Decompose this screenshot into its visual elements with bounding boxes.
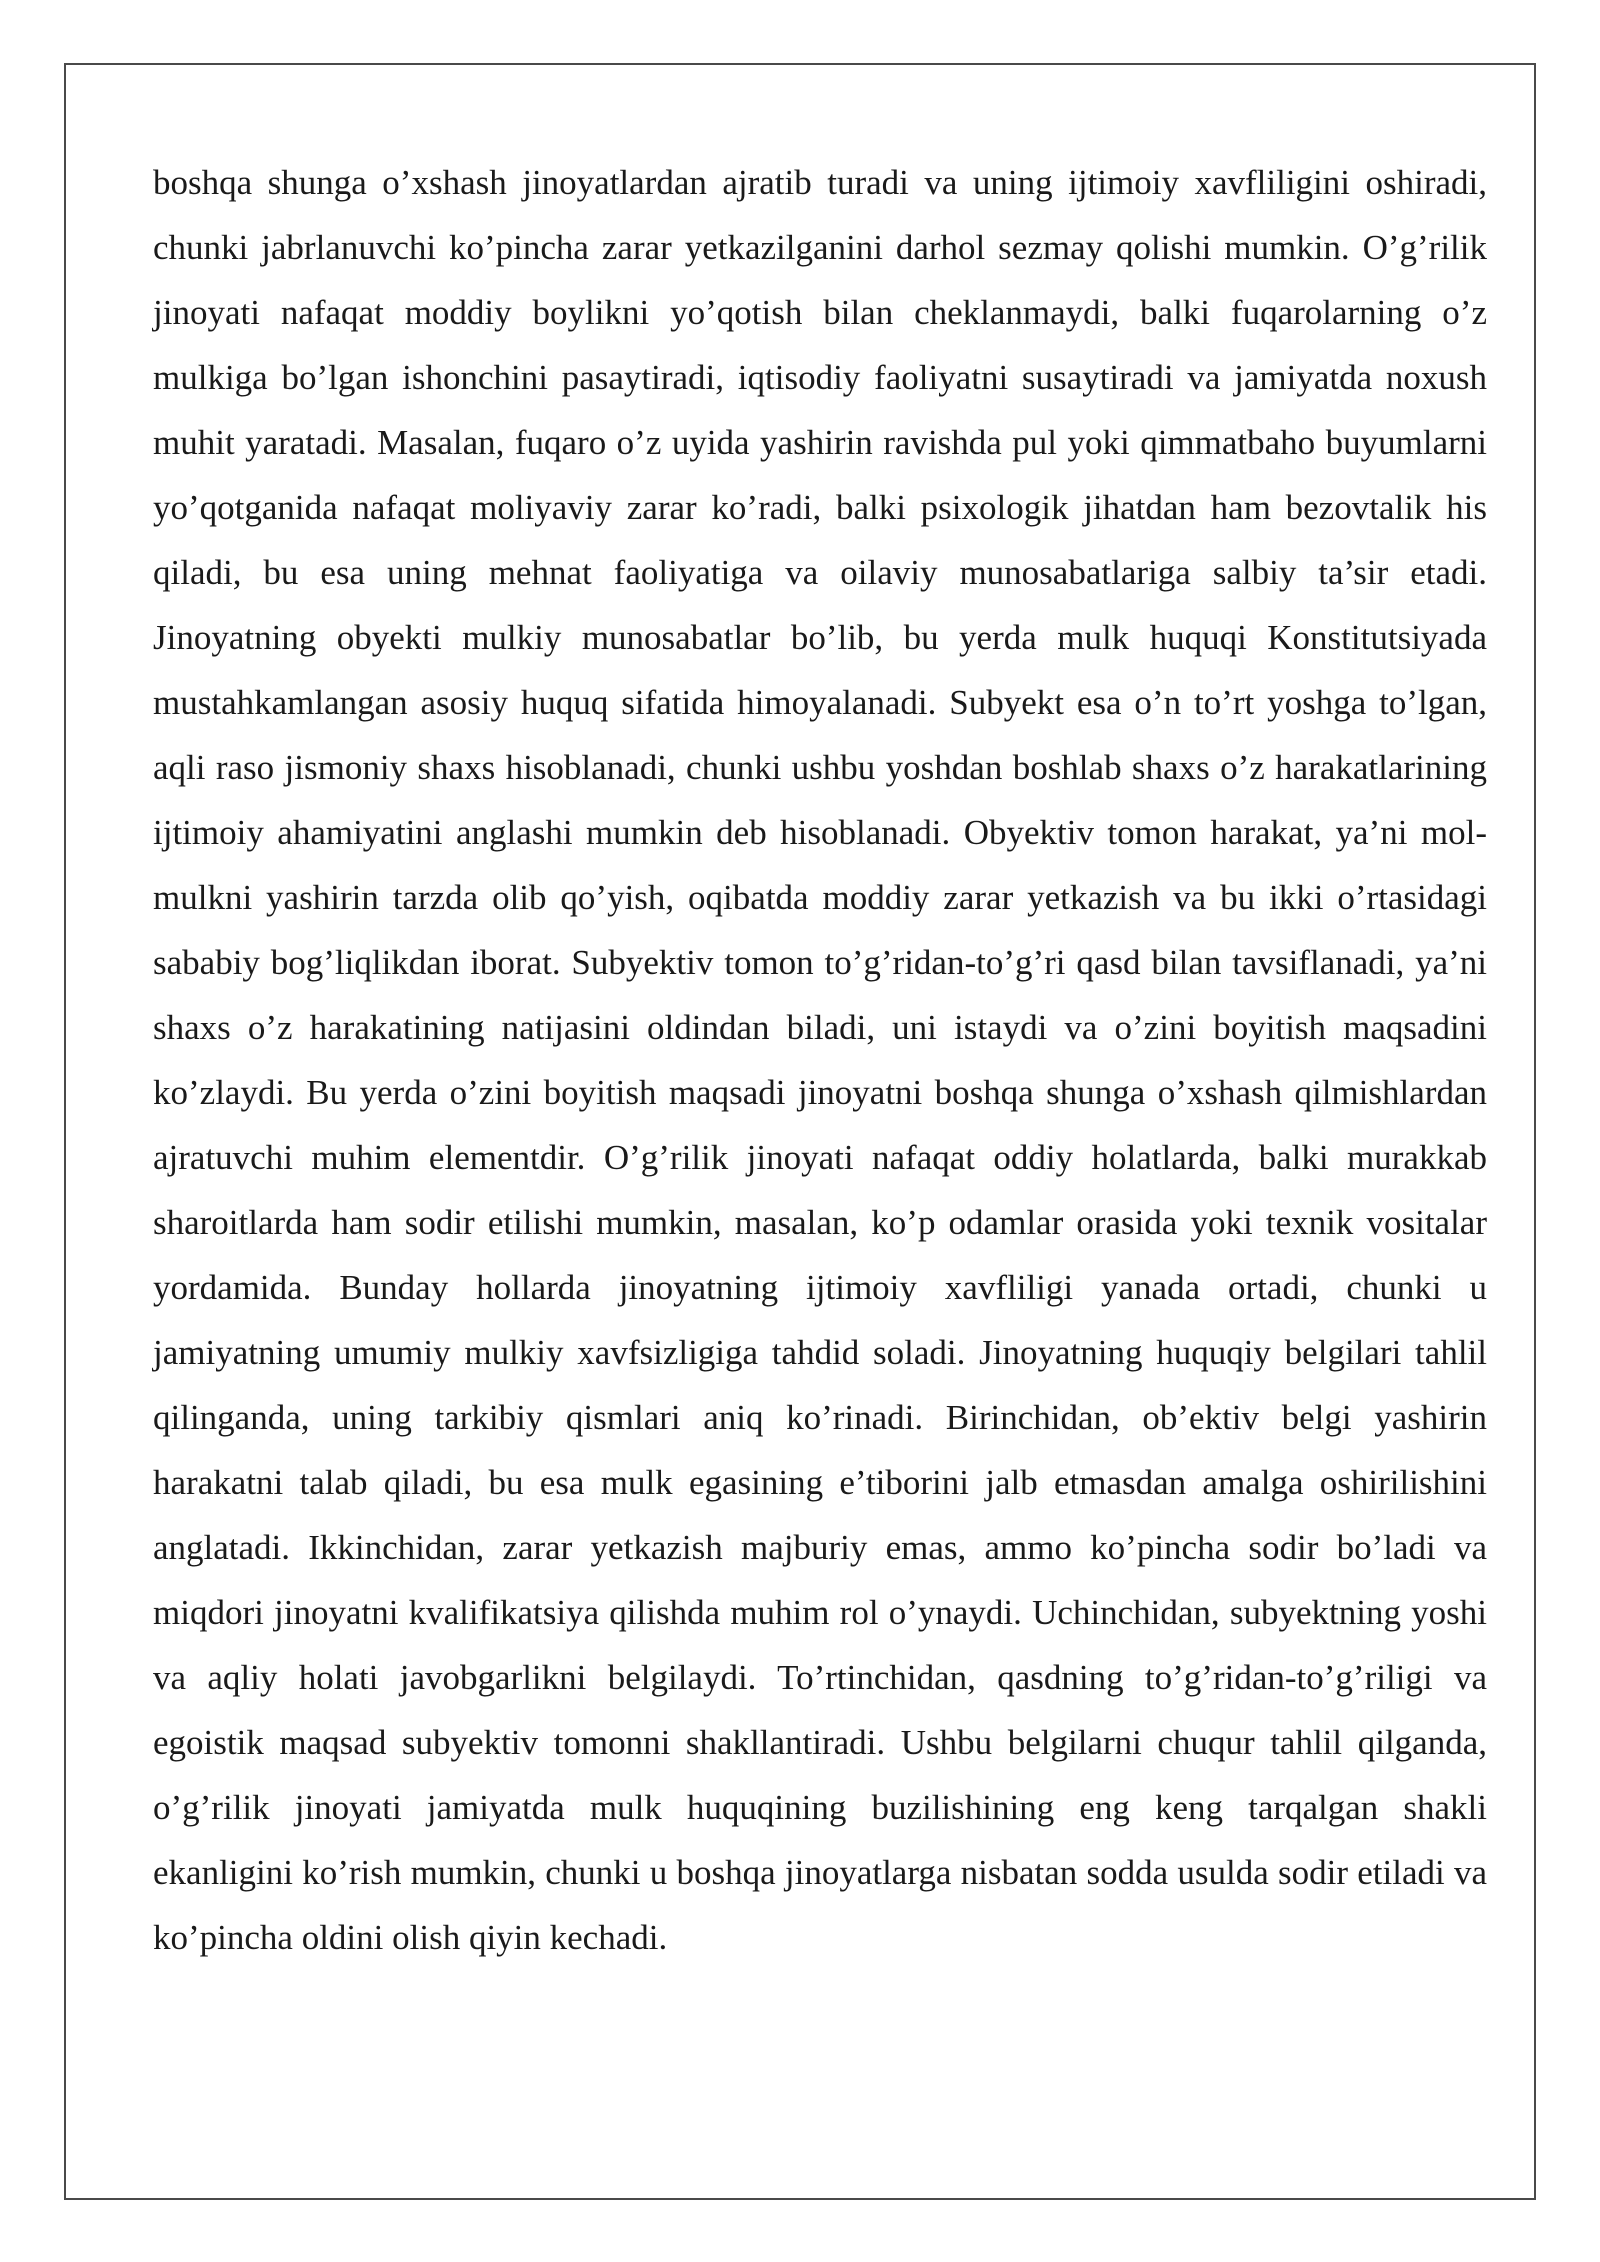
body-paragraph: boshqa shunga o’xshash jinoyatlardan ajratib turadi va uning ijtimoiy xavfliligini oshiradi, chunki jabrlanuvchi ko’pincha zarar yetkazilganini darhol sezmay qolishi mumkin. O’g’rilik jinoyati nafaqat moddiy boylikni yo’qotish bilan cheklanmaydi, balki fuqarolarning o’z mulkiga bo’lgan ishonchini pasaytiradi, iqtisodiy faoliyatni susaytiradi va jamiyatda noxush muhit yaratadi. Masalan, fuqaro o’z uyida yashirin ravishda pul yoki qimmatbaho buyumlarni yo’qotganida nafaqat moliyaviy zarar ko’radi, balki psixologik jihatdan ham bezovtalik his qiladi, bu esa uning mehnat faoliyatiga va oilaviy munosabatlariga salbiy ta’sir etadi. Jinoyatning obyekti mulkiy munosabatlar bo’lib, bu yerda mulk huquqi Konstitutsiyada mustahkamlangan asosiy huquq sifatida himoyalanadi. Subyekt esa o’n to’rt yoshga to’lgan, aqli raso jismoniy shaxs hisoblanadi, chunki ushbu yoshdan boshlab shaxs o’z harakatlarining ijtimoiy ahamiyatini anglashi mumkin deb hisoblanadi. Obyektiv tomon harakat, ya’ni mol-mulkni yashirin tarzda olib qo’yish, oqibatda moddiy zarar yetkazish va bu ikki o’rtasidagi sababiy bog’liqlikdan iborat. Subyektiv tomon to’g’ridan-to’g’ri qasd bilan tavsiflanadi, ya’ni shaxs o’z harakatining natijasini oldindan biladi, uni istaydi va o’zini boyitish maqsadini ko’zlaydi. Bu yerda o’zini boyitish maqsadi jinoyatni boshqa shunga o’xshash qilmishlardan ajratuvchi muhim elementdir. O’g’rilik jinoyati nafaqat oddiy holatlarda, balki murakkab sharoitlarda ham sodir etilishi mumkin, masalan, ko’p odamlar orasida yoki texnik vositalar yordamida. Bunday hollarda jinoyatning ijtimoiy xavfliligi yanada ortadi, chunki u jamiyatning umumiy mulkiy xavfsizligiga tahdid soladi. Jinoyatning huquqiy belgilari tahlil qilinganda, uning tarkibiy qismlari aniq ko’rinadi. Birinchidan, ob’ektiv belgi yashirin harakatni talab qiladi, bu esa mulk egasining e’tiborini jalb etmasdan amalga oshirilishini anglatadi. Ikkinchidan, zarar yetkazish majburiy emas, ammo ko’pincha sodir bo’ladi va miqdori jinoyatni kvalifikatsiya qilishda muhim rol o’ynaydi. Uchinchidan, subyektning yoshi va aqliy holati javobgarlikni belgilaydi. To’rtinchidan, qasdning to’g’ridan-to’g’riligi va egoistik maqsad subyektiv tomonni shakllantiradi. Ushbu belgilarni chuqur tahlil qilganda, o’g’rilik jinoyati jamiyatda mulk huquqining buzilishining eng keng tarqalgan shakli ekanligini ko’rish mumkin, chunki u boshqa jinoyatlarga nisbatan sodda usulda sodir etiladi va ko’pincha oldini olish qiyin kechadi. — [153, 163, 1487, 1957]
